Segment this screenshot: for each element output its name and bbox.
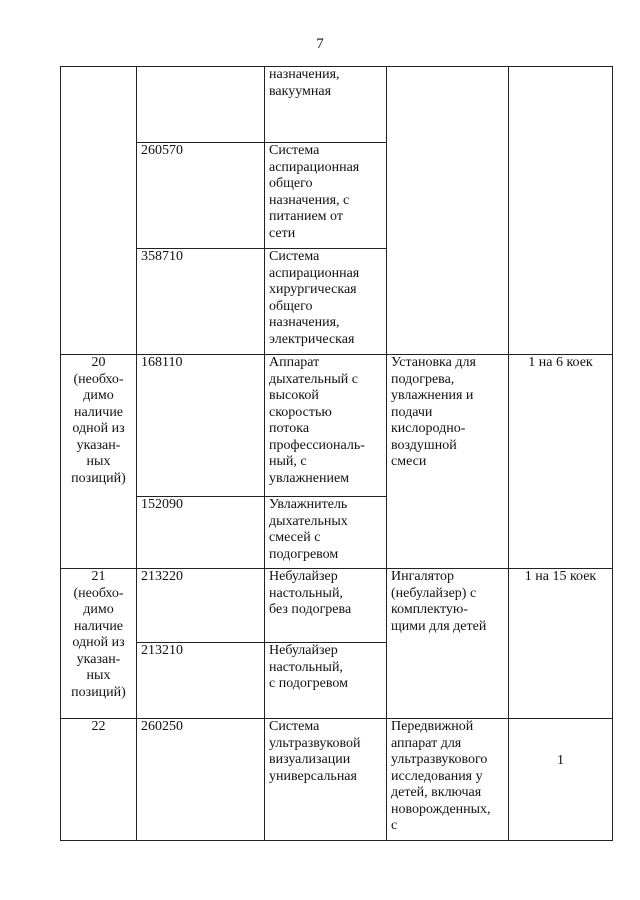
cell-name: Система аспирационная общего назначения, с питанием от сети xyxy=(265,143,387,249)
cell-quantity: 1 на 15 коек xyxy=(509,569,613,719)
table-row xyxy=(61,355,613,497)
cell-equipment: Ингалятор (небулайзер) с комплектую- щими для детей xyxy=(387,569,509,719)
cell-code: 213220 xyxy=(137,569,265,643)
cell-name: Небулайзер настольный, с подогревом xyxy=(265,643,387,719)
cell-quantity: 1 xyxy=(509,719,613,841)
cell-name: Увлажнитель дыхательных смесей с подогревом xyxy=(265,497,387,569)
cell-row-number: 20 (необхо- димо наличие одной из указан- ных позиций) xyxy=(61,355,137,569)
table-row xyxy=(61,719,613,841)
cell-name: Небулайзер настольный, без подогрева xyxy=(265,569,387,643)
cell-row-number: 21 (необхо- димо наличие одной из указан- ных позиций) xyxy=(61,569,137,719)
cell-code: 168110 xyxy=(137,355,265,497)
cell-code: 260570 xyxy=(137,143,265,249)
table-row xyxy=(61,569,613,643)
cell-code: 213210 xyxy=(137,643,265,719)
cell-name: Аппарат дыхательный с высокой скоростью потока профессиональ- ный, с увлажнением xyxy=(265,355,387,497)
cell-row-number: 22 xyxy=(61,719,137,841)
table-row xyxy=(61,67,613,143)
cell-equipment: Установка для подогрева, увлажнения и подачи кислородно- воздушной смеси xyxy=(387,355,509,569)
cell-empty-quantity xyxy=(509,67,613,355)
cell-name: Система ультразвуковой визуализации универсальная xyxy=(265,719,387,841)
cell-name: назначения, вакуумная xyxy=(265,67,387,143)
page-number: 7 xyxy=(316,36,324,52)
cell-quantity: 1 на 6 коек xyxy=(509,355,613,569)
cell-code: 358710 xyxy=(137,249,265,355)
cell-empty-number xyxy=(61,67,137,355)
cell-code: 260250 xyxy=(137,719,265,841)
cell-name: Система аспирационная хирургическая общего назначения, электрическая xyxy=(265,249,387,355)
cell-code xyxy=(137,67,265,143)
cell-code: 152090 xyxy=(137,497,265,569)
cell-empty-equipment xyxy=(387,67,509,355)
cell-equipment: Передвижной аппарат для ультразвукового исследования у детей, включая новорожденных, с xyxy=(387,719,509,841)
equipment-table xyxy=(60,66,613,841)
